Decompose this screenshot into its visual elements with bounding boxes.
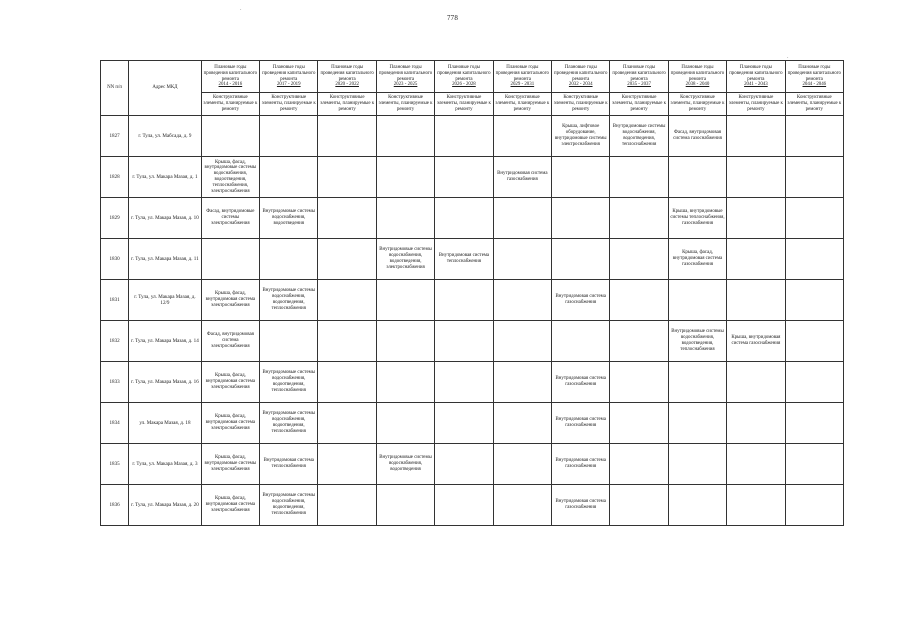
- column-header-period: [785, 61, 843, 93]
- column-subheader-elements: Конструктивные элементы, планируемые к ремонту: [318, 93, 376, 116]
- row-number: 1831: [101, 280, 129, 321]
- table-subheader-row: [101, 93, 844, 116]
- column-subheader-elements: Конструктивные элементы, планируемые к ремонту: [668, 93, 726, 116]
- repair-elements-cell: [610, 198, 668, 239]
- repair-elements-cell: [552, 198, 610, 239]
- repair-elements-cell: [493, 485, 551, 526]
- repair-elements-cell: [318, 444, 376, 485]
- repair-elements-cell: [552, 239, 610, 280]
- repair-elements-cell: Фасад, внутридомовые системы электроснабжения: [201, 198, 259, 239]
- repair-elements-cell: [610, 485, 668, 526]
- column-subheader-elements: Конструктивные элементы, планируемые к ремонту: [260, 93, 318, 116]
- repair-elements-cell: [785, 403, 843, 444]
- period-range: 2014 - 2016: [218, 82, 243, 88]
- row-number: 1827: [101, 116, 129, 157]
- repair-elements-cell: Крыша, фасад, внутридомовая система электроснабжения: [201, 280, 259, 321]
- repair-elements-cell: [610, 157, 668, 198]
- table-row: [101, 403, 844, 444]
- row-number: 1834: [101, 403, 129, 444]
- repair-elements-cell: [260, 116, 318, 157]
- period-range: 2020 - 2022: [335, 82, 359, 88]
- repair-elements-cell: Внутридомовая система теплоснабжения: [260, 444, 318, 485]
- repair-elements-cell: Внутридомовые системы водоснабжения, водоотведения, электроснабжения: [376, 239, 434, 280]
- repair-elements-cell: [376, 485, 434, 526]
- column-header-period: [435, 61, 493, 93]
- repair-elements-cell: [201, 116, 259, 157]
- repair-elements-cell: Крыша, фасад, внутридомовая система газоснабжения: [668, 239, 726, 280]
- repair-elements-cell: [668, 485, 726, 526]
- table-row: [101, 157, 844, 198]
- period-label: Плановые годы проведения капитального ремонта: [670, 64, 725, 82]
- repair-elements-cell: [435, 321, 493, 362]
- repair-elements-cell: Крыша, фасад, внутридомовая система электроснабжения: [201, 403, 259, 444]
- repair-elements-cell: [610, 444, 668, 485]
- table-row: [101, 362, 844, 403]
- column-header-period: [727, 61, 785, 93]
- repair-elements-cell: [727, 239, 785, 280]
- column-subheader-elements: Конструктивные элементы, планируемые к ремонту: [493, 93, 551, 116]
- repair-elements-cell: [785, 444, 843, 485]
- repair-elements-cell: Крыша, внутридомовые системы теплоснабжения, газоснабжения: [668, 198, 726, 239]
- repair-elements-cell: [727, 157, 785, 198]
- period-label: Плановые годы проведения капитального ремонта: [612, 64, 666, 82]
- column-header-period: [552, 61, 610, 93]
- period-range: 2032 - 2034: [568, 82, 593, 88]
- repair-elements-cell: Внутридомовые системы водоснабжения, водоотведения, теплоснабжения: [260, 362, 318, 403]
- repair-elements-cell: [493, 362, 551, 403]
- repair-elements-cell: [201, 239, 259, 280]
- period-label: Плановые годы проведения капитального ремонта: [437, 64, 491, 82]
- period-range: 2023 - 2025: [393, 82, 418, 88]
- column-header-address: Адрес МКД: [129, 61, 201, 116]
- row-address: г. Тула, ул. Макара Мазая, д. 1: [129, 157, 201, 198]
- repair-elements-cell: [785, 485, 843, 526]
- period-label: Плановые годы проведения капитального ремонта: [320, 64, 374, 82]
- repair-elements-cell: [493, 403, 551, 444]
- period-label: Плановые годы проведения капитального ремонта: [554, 64, 608, 82]
- column-header-period: [493, 61, 551, 93]
- scan-mark: .: [240, 6, 242, 12]
- row-address: г. Тула, ул. Макара Мазая, д. 11: [129, 239, 201, 280]
- repair-elements-cell: [610, 403, 668, 444]
- repair-elements-cell: Фасад, внутридомовая система электроснабжения: [201, 321, 259, 362]
- repair-elements-cell: [260, 239, 318, 280]
- repair-elements-cell: [318, 403, 376, 444]
- capital-repair-plan-table: [100, 60, 844, 526]
- column-header-period: [668, 61, 726, 93]
- period-label: Плановые годы проведения капитального ремонта: [378, 64, 433, 82]
- repair-elements-cell: [376, 362, 434, 403]
- repair-elements-cell: [727, 403, 785, 444]
- column-subheader-elements: Конструктивные элементы, планируемые к ремонту: [785, 93, 843, 116]
- repair-elements-cell: [785, 321, 843, 362]
- repair-elements-cell: [785, 280, 843, 321]
- repair-elements-cell: [785, 157, 843, 198]
- column-header-period: [201, 61, 259, 93]
- repair-elements-cell: Внутридомовая система газоснабжения: [493, 157, 551, 198]
- column-header-period: [610, 61, 668, 93]
- row-number: 1829: [101, 198, 129, 239]
- repair-elements-cell: Крыша, фасад, внутридомовая система электроснабжения: [201, 485, 259, 526]
- repair-elements-cell: Крыша, фасад, внутридомовая система электроснабжения: [201, 362, 259, 403]
- repair-elements-cell: [376, 403, 434, 444]
- period-label: Плановые годы проведения капитального ремонта: [262, 64, 316, 82]
- table-row: [101, 239, 844, 280]
- table-row: [101, 321, 844, 362]
- repair-elements-cell: Крыша, фасад, внутридомовые системы водоснабжения, водоотведения, теплоснабжения, электроснабжения: [201, 157, 259, 198]
- table-row: [101, 444, 844, 485]
- repair-elements-cell: [785, 239, 843, 280]
- period-label: Плановые годы проведения капитального ремонта: [787, 64, 841, 82]
- row-address: г. Тула, ул. Макара Мазая, д. 16: [129, 362, 201, 403]
- repair-elements-cell: [610, 239, 668, 280]
- repair-elements-cell: Внутридомовые системы водоснабжения, водоотведения, теплоснабжения: [260, 485, 318, 526]
- repair-elements-cell: Внутридомовая система газоснабжения: [552, 444, 610, 485]
- repair-elements-cell: [668, 157, 726, 198]
- repair-elements-cell: [376, 157, 434, 198]
- repair-elements-cell: [318, 362, 376, 403]
- column-header-period: [376, 61, 434, 93]
- repair-elements-cell: [318, 485, 376, 526]
- row-address: ул. Макара Мазая, д. 18: [129, 403, 201, 444]
- row-number: 1830: [101, 239, 129, 280]
- column-subheader-elements: Конструктивные элементы, планируемые к ремонту: [552, 93, 610, 116]
- repair-elements-cell: [610, 362, 668, 403]
- repair-elements-cell: Крыша, фасад, внутридомовые системы электроснабжения: [201, 444, 259, 485]
- repair-elements-cell: Внутридомовые системы водоснабжения, водоотведения, теплоснабжения: [610, 116, 668, 157]
- repair-elements-cell: [668, 280, 726, 321]
- period-range: 2038 - 2040: [685, 82, 710, 88]
- repair-elements-cell: Фасад, внутридомовая система газоснабжения: [668, 116, 726, 157]
- repair-elements-cell: [260, 321, 318, 362]
- period-range: 2044 - 2046: [802, 82, 827, 88]
- repair-elements-cell: [435, 280, 493, 321]
- column-header-period: [260, 61, 318, 93]
- repair-elements-cell: Внутридомовая система газоснабжения: [552, 485, 610, 526]
- repair-elements-cell: [376, 321, 434, 362]
- period-range: 2026 - 2028: [452, 82, 476, 88]
- table-row: [101, 485, 844, 526]
- repair-elements-cell: [727, 485, 785, 526]
- repair-elements-cell: [318, 157, 376, 198]
- repair-elements-cell: Крыша, лифтовое оборудование, внутридомовые системы электроснабжения: [552, 116, 610, 157]
- repair-elements-cell: Внутридомовая система газоснабжения: [552, 362, 610, 403]
- row-address: г. Тула, ул. Макара Мазая, д. 20: [129, 485, 201, 526]
- repair-elements-cell: Внутридомовые системы водоснабжения, водоотведения, теплоснабжения: [668, 321, 726, 362]
- repair-elements-cell: [727, 444, 785, 485]
- row-number: 1833: [101, 362, 129, 403]
- column-subheader-elements: Конструктивные элементы, планируемые к ремонту: [727, 93, 785, 116]
- repair-elements-cell: [610, 280, 668, 321]
- repair-elements-cell: [376, 280, 434, 321]
- repair-elements-cell: [435, 485, 493, 526]
- table-row: [101, 280, 844, 321]
- repair-elements-cell: [727, 116, 785, 157]
- repair-elements-cell: [318, 116, 376, 157]
- period-label: Плановые годы проведения капитального ремонта: [495, 64, 550, 82]
- column-subheader-elements: Конструктивные элементы, планируемые к ремонту: [610, 93, 668, 116]
- repair-elements-cell: [668, 362, 726, 403]
- repair-elements-cell: [376, 198, 434, 239]
- table-body: [101, 116, 844, 526]
- page-number: 778: [446, 14, 459, 22]
- row-number: 1828: [101, 157, 129, 198]
- repair-elements-cell: Внутридомовые системы водоснабжения, водоотведения, теплоснабжения: [260, 403, 318, 444]
- repair-elements-cell: Внутридомовая система газоснабжения: [552, 403, 610, 444]
- row-number: 1835: [101, 444, 129, 485]
- repair-elements-cell: [552, 321, 610, 362]
- column-subheader-elements: Конструктивные элементы, планируемые к ремонту: [435, 93, 493, 116]
- repair-elements-cell: [785, 116, 843, 157]
- column-subheader-elements: Конструктивные элементы, планируемые к ремонту: [376, 93, 434, 116]
- table-row: [101, 198, 844, 239]
- repair-elements-cell: [435, 198, 493, 239]
- repair-elements-cell: [493, 116, 551, 157]
- repair-elements-cell: [610, 321, 668, 362]
- row-address: г. Тула, ул. Макара Мазая, д. 10: [129, 198, 201, 239]
- column-header-number: NN п/п: [101, 61, 129, 116]
- repair-elements-cell: Крыша, внутридомовая система газоснабжения: [727, 321, 785, 362]
- repair-elements-cell: [318, 239, 376, 280]
- period-range: 2035 - 2037: [627, 82, 651, 88]
- period-range: 2029 - 2031: [510, 82, 535, 88]
- repair-elements-cell: [668, 444, 726, 485]
- repair-elements-cell: [727, 280, 785, 321]
- row-address: г. Тула, ул. Макара Мазая, д. 14: [129, 321, 201, 362]
- table-header-row: [101, 61, 844, 93]
- table-row: [101, 116, 844, 157]
- repair-elements-cell: Внутридомовые системы водоснабжения, водоотведения: [376, 444, 434, 485]
- repair-elements-cell: [435, 157, 493, 198]
- repair-elements-cell: Внутридомовая система теплоснабжения: [435, 239, 493, 280]
- period-label: Плановые годы проведения капитального ремонта: [729, 64, 783, 82]
- repair-elements-cell: [376, 116, 434, 157]
- row-address: г. Тула, ул. Макара Мазая, д. 12/9: [129, 280, 201, 321]
- repair-elements-cell: [493, 198, 551, 239]
- repair-elements-cell: [435, 362, 493, 403]
- repair-elements-cell: [435, 403, 493, 444]
- repair-elements-cell: [727, 362, 785, 403]
- repair-elements-cell: [493, 321, 551, 362]
- period-label: Плановые годы проведения капитального ремонта: [203, 64, 258, 82]
- row-address: г. Тула, ул. Мабсада, д. 9: [129, 116, 201, 157]
- repair-elements-cell: [435, 444, 493, 485]
- repair-elements-cell: Внутридомовые системы водоснабжения, водоотведения: [260, 198, 318, 239]
- repair-elements-cell: [552, 157, 610, 198]
- repair-elements-cell: [785, 362, 843, 403]
- repair-elements-cell: Внутридомовая система газоснабжения: [552, 280, 610, 321]
- repair-elements-cell: [668, 403, 726, 444]
- row-number: 1836: [101, 485, 129, 526]
- repair-elements-cell: Внутридомовые системы водоснабжения, водоотведения, теплоснабжения: [260, 280, 318, 321]
- repair-elements-cell: [435, 116, 493, 157]
- repair-elements-cell: [493, 239, 551, 280]
- repair-elements-cell: [318, 321, 376, 362]
- repair-elements-cell: [785, 198, 843, 239]
- period-range: 2017 - 2019: [276, 82, 301, 88]
- repair-elements-cell: [260, 157, 318, 198]
- repair-elements-cell: [727, 198, 785, 239]
- row-address: г. Тула, ул. Макара Мазая, д. 3: [129, 444, 201, 485]
- column-subheader-elements: Конструктивные элементы, планируемые к ремонту: [201, 93, 259, 116]
- column-header-period: [318, 61, 376, 93]
- repair-elements-cell: [318, 198, 376, 239]
- row-number: 1832: [101, 321, 129, 362]
- scan-mark: .: [787, 54, 789, 60]
- repair-elements-cell: [493, 444, 551, 485]
- repair-elements-cell: [318, 280, 376, 321]
- period-range: 2041 - 2043: [744, 82, 768, 88]
- repair-elements-cell: [493, 280, 551, 321]
